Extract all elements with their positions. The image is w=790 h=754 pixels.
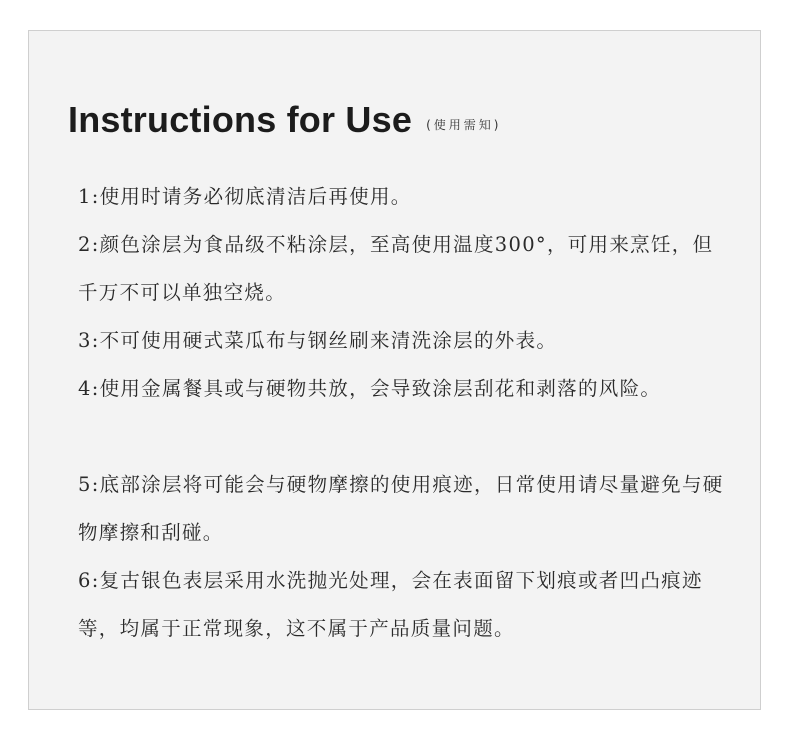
instructions-panel <box>28 30 761 710</box>
page-subtitle: (使用需知) <box>426 118 502 132</box>
instruction-item-2: 2:颜色涂层为食品级不粘涂层，至高使用温度300°，可用来烹饪，但千万不可以单独空烧。 <box>78 233 714 304</box>
instruction-item-5: 5:底部涂层将可能会与硬物摩擦的使用痕迹，日常使用请尽量避免与硬物摩擦和刮碰。 <box>78 473 724 544</box>
instruction-item-3: 3:不可使用硬式菜瓜布与钢丝刷来清洗涂层的外表。 <box>78 329 558 352</box>
heading <box>68 99 501 141</box>
page-title: Instructions for Use <box>68 99 413 140</box>
instruction-item-6: 6:复古银色表层采用水洗抛光处理，会在表面留下划痕或者凹凸痕迹等，均属于正常现象，这不属于产品质量问题。 <box>78 569 703 640</box>
instruction-item-4: 4:使用金属餐具或与硬物共放，会导致涂层刮花和剥落的风险。 <box>78 377 662 400</box>
instruction-item-1: 1:使用时请务必彻底清洁后再使用。 <box>78 185 412 208</box>
